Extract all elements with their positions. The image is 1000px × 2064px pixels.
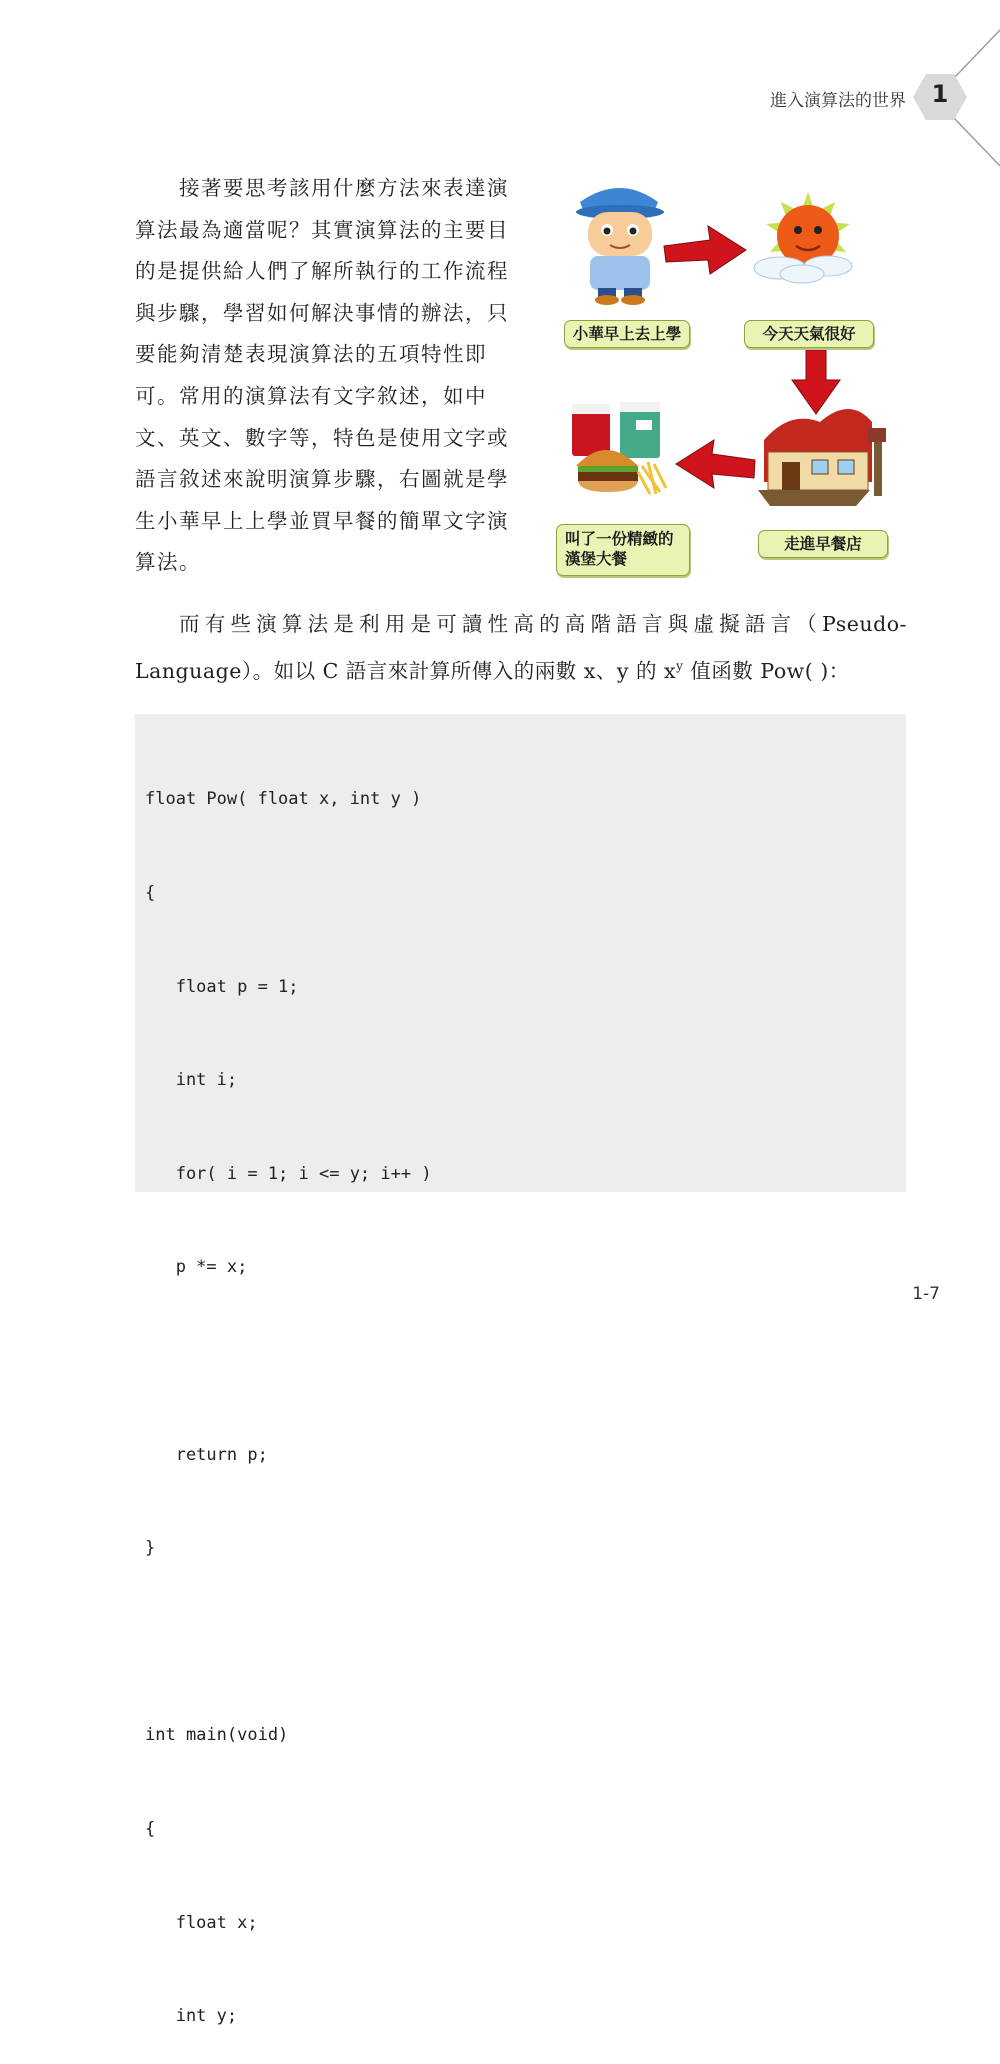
code-line: int i; [145, 1070, 238, 1091]
code-line: p *= x; [145, 1257, 248, 1278]
student-boy-icon [576, 188, 664, 305]
step-tag-weather-good: 今天天氣很好 [744, 320, 874, 348]
code-line: { [145, 1818, 156, 1839]
chapter-title: 進入演算法的世界 [770, 91, 906, 111]
code-line: { [145, 883, 156, 903]
chapter-number: 1 [931, 80, 949, 108]
code-line [145, 1346, 906, 1377]
code-line: int main(void) [145, 1725, 289, 1746]
code-line [145, 1627, 906, 1658]
code-line: float p = 1; [145, 976, 299, 997]
arrow-right-icon [664, 226, 746, 274]
arrow-down-icon [792, 350, 840, 414]
step-tag-enter-shop: 走進早餐店 [758, 530, 888, 558]
code-line: return p; [145, 1444, 268, 1465]
breakfast-shop-icon [758, 409, 886, 506]
code-line: } [145, 1538, 156, 1559]
step-tag-go-to-school: 小華早上去上學 [564, 320, 690, 348]
algorithm-steps-figure [550, 170, 900, 580]
code-line: float x; [145, 1912, 258, 1933]
step-tag-order-burger: 叫了一份精緻的 漢堡大餐 [556, 524, 690, 576]
body-paragraph-2: 而有些演算法是利用是可讀性高的高階語言與虛擬語言（Pseudo-Language）。如以 C 語言來計算所傳入的兩數 x、y 的 $x^y$ 值函數 Pow( )： [135, 612, 907, 683]
body-paragraph-1: 接著要思考該用什麼方法來表達演算法最為適當呢？其實演算法的主要目的是提供給人們了解所執行的工作流程與步驟，學習如何解決事情的辦法，只要能夠清楚表現演算法的五項特性即可。常用的演算法有文字敘述，如中文、英文、數字等，特色是使用文字或語言敘述來說明演算步驟，右圖就是學生小華早上上學並買早餐的簡單文字演算法。 [135, 176, 509, 575]
burger-meal-icon [572, 402, 666, 494]
code-line: int y; [145, 2006, 238, 2027]
sunny-weather-icon [754, 192, 852, 283]
superscript-y: y [676, 658, 684, 673]
page-number: 1-7 [912, 1284, 940, 1304]
arrow-left-icon [676, 440, 755, 488]
code-line: for( i = 1; i <= y; i++ ) [145, 1163, 432, 1184]
code-block [135, 714, 906, 2027]
code-line: float Pow( float x, int y ) [145, 789, 422, 810]
